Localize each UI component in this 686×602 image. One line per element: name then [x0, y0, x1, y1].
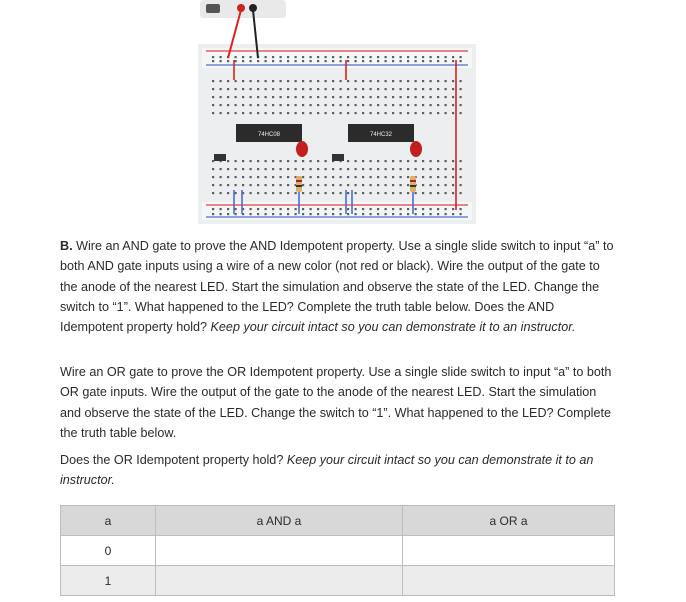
header-a: a: [61, 506, 156, 536]
cell-a: 1: [61, 566, 156, 596]
cell-or-input[interactable]: [403, 536, 615, 566]
led-left: [296, 141, 308, 157]
table-row: [61, 536, 615, 566]
resistor-left: [296, 176, 302, 192]
resistor-right: [410, 176, 416, 192]
led-right: [410, 141, 422, 157]
table-row: [61, 566, 615, 596]
cell-and-input[interactable]: [156, 566, 403, 596]
section-b-paragraph: [60, 236, 616, 337]
or-gate-text: Wire an OR gate to prove the OR Idempotent property. Use a single slide switch to input “a” to both OR gate inputs. Wire the output of the gate to the anode of the nearest LED. Start the simulation and observe the state of the LED. Change the switch to “1”. What happened to the LED? Complete the truth table below.: [60, 365, 612, 440]
truth-table-header-row: [61, 506, 615, 536]
or-question-text: Does the OR Idempotent property hold?: [60, 453, 287, 467]
truth-table: [60, 505, 615, 596]
breadboard-circuit-image: [198, 0, 476, 224]
section-b-text: Wire an AND gate to prove the AND Idempotent property. Use a single slide switch to input “a” to both AND gate inputs using a wire of a new color (not red or black). Wire the output of the gate to the anode of the nearest LED. Start the simulation and observe the state of the LED. Change the switch to “1”. What happened to the LED? Complete the truth table below. Does the AND Idempotent property hold?: [60, 239, 614, 335]
chip-74hc32-label: 74HC32: [369, 132, 393, 138]
section-b-label: B.: [60, 239, 73, 253]
header-a-or-a: a OR a: [403, 506, 615, 536]
or-idempotent-question: [60, 450, 616, 491]
cell-and-input[interactable]: [156, 536, 403, 566]
cell-a: 0: [61, 536, 156, 566]
section-b-italic-note: Keep your circuit intact so you can demonstrate it to an instructor.: [210, 320, 576, 335]
chip-74hc08-label: 74HC08: [257, 132, 281, 138]
or-gate-paragraph: [60, 362, 616, 443]
header-a-and-a: a AND a: [156, 506, 403, 536]
cell-or-input[interactable]: [403, 566, 615, 596]
or-question-italic-note: Keep your circuit intact so you can demonstrate it to an instructor.: [60, 453, 594, 488]
